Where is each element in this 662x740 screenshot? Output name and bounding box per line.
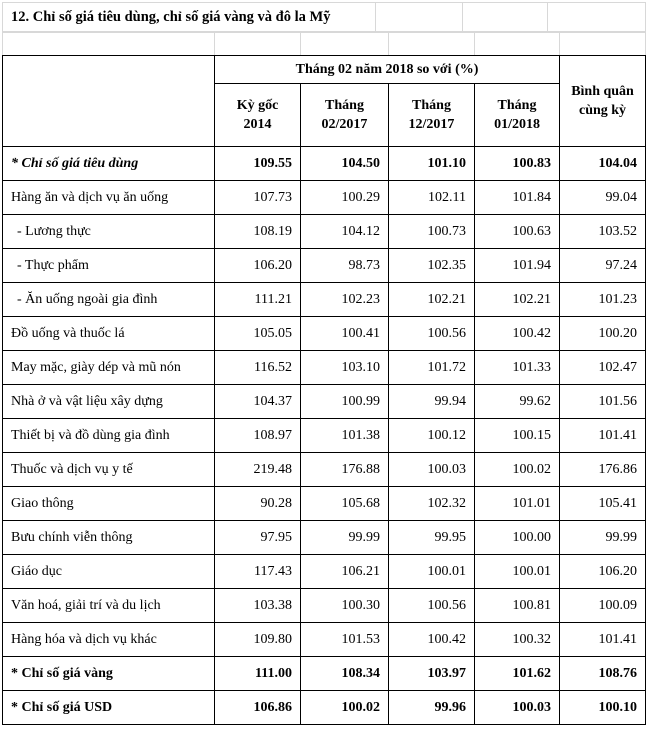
cell-value: 101.41: [560, 623, 646, 657]
cell-value: 102.23: [301, 283, 389, 317]
cell-value: 99.04: [560, 181, 646, 215]
row-label: Thiết bị và đồ dùng gia đình: [3, 419, 215, 453]
cell-value: 99.99: [560, 521, 646, 555]
header-column: [560, 56, 646, 147]
cell-value: 100.42: [475, 317, 560, 351]
cell-value: 101.10: [389, 147, 475, 181]
cell-value: 98.73: [301, 249, 389, 283]
cell-value: 101.84: [475, 181, 560, 215]
table-row: [3, 623, 646, 657]
table-row: [3, 555, 646, 589]
header-column: [475, 84, 560, 147]
row-label: - Ăn uống ngoài gia đình: [3, 283, 215, 317]
table-row: [3, 181, 646, 215]
cell-value: 101.01: [475, 487, 560, 521]
row-label: * Chỉ số giá tiêu dùng: [3, 147, 215, 181]
table-row: [3, 351, 646, 385]
header-column: [215, 84, 301, 147]
cell-value: 100.02: [475, 453, 560, 487]
header-column-label: Tháng 02/2017: [321, 98, 368, 132]
cell-value: 100.12: [389, 419, 475, 453]
header-column-label: Bình quân cùng kỳ: [571, 84, 634, 118]
cell-value: 101.38: [301, 419, 389, 453]
table-row: [3, 317, 646, 351]
table-row: [3, 283, 646, 317]
cell-value: 106.86: [215, 691, 301, 725]
cell-value: 100.03: [389, 453, 475, 487]
cell-value: 100.81: [475, 589, 560, 623]
header-group-label: Tháng 02 năm 2018 so với (%): [215, 56, 560, 84]
cell-value: 104.50: [301, 147, 389, 181]
header-column-label: Tháng 12/2017: [408, 98, 455, 132]
cell-value: 102.35: [389, 249, 475, 283]
cell-value: 101.53: [301, 623, 389, 657]
cell-value: 105.41: [560, 487, 646, 521]
cell-value: 116.52: [215, 351, 301, 385]
cell-value: 99.95: [389, 521, 475, 555]
cell-value: 105.05: [215, 317, 301, 351]
cell-value: 101.56: [560, 385, 646, 419]
cell-value: 100.32: [475, 623, 560, 657]
empty-cell: [548, 3, 646, 32]
cpi-table: [2, 55, 646, 725]
cell-value: 108.19: [215, 215, 301, 249]
cell-value: 104.37: [215, 385, 301, 419]
cell-value: 99.62: [475, 385, 560, 419]
cell-value: 102.21: [475, 283, 560, 317]
cell-value: 100.73: [389, 215, 475, 249]
table-row: [3, 419, 646, 453]
cell-value: 100.30: [301, 589, 389, 623]
cell-value: 176.88: [301, 453, 389, 487]
cell-value: 176.86: [560, 453, 646, 487]
row-label: Giáo dục: [3, 555, 215, 589]
table-row: [3, 453, 646, 487]
cell-value: 103.10: [301, 351, 389, 385]
row-label: - Thực phẩm: [3, 249, 215, 283]
cell-value: 100.42: [389, 623, 475, 657]
cell-value: 111.00: [215, 657, 301, 691]
cell-value: 106.21: [301, 555, 389, 589]
cell-value: 102.47: [560, 351, 646, 385]
cell-value: 97.95: [215, 521, 301, 555]
cell-value: 102.32: [389, 487, 475, 521]
cell-value: 101.62: [475, 657, 560, 691]
empty-cell: [463, 3, 548, 32]
cell-value: 101.23: [560, 283, 646, 317]
spacer-area: [2, 32, 646, 55]
table-row: [3, 215, 646, 249]
cell-value: 108.34: [301, 657, 389, 691]
cell-value: 100.63: [475, 215, 560, 249]
table-row: [3, 657, 646, 691]
cell-value: 101.72: [389, 351, 475, 385]
row-label: Văn hoá, giải trí và du lịch: [3, 589, 215, 623]
row-label: * Chỉ số giá USD: [3, 691, 215, 725]
cell-value: 109.55: [215, 147, 301, 181]
table-row: [3, 691, 646, 725]
cell-value: 99.99: [301, 521, 389, 555]
cell-value: 104.04: [560, 147, 646, 181]
table-row: [3, 521, 646, 555]
cell-value: 101.33: [475, 351, 560, 385]
table-row: [3, 487, 646, 521]
cell-value: 103.97: [389, 657, 475, 691]
cell-value: 97.24: [560, 249, 646, 283]
spreadsheet: [2, 2, 645, 725]
cell-value: 100.20: [560, 317, 646, 351]
cell-value: 105.68: [301, 487, 389, 521]
cell-value: 100.99: [301, 385, 389, 419]
cell-value: 100.83: [475, 147, 560, 181]
row-label: Hàng hóa và dịch vụ khác: [3, 623, 215, 657]
cell-value: 100.56: [389, 317, 475, 351]
cell-value: 100.15: [475, 419, 560, 453]
cell-value: 100.29: [301, 181, 389, 215]
row-label: Hàng ăn và dịch vụ ăn uống: [3, 181, 215, 215]
cell-value: 106.20: [215, 249, 301, 283]
cell-value: 103.38: [215, 589, 301, 623]
header-column-label: Kỳ gốc 2014: [236, 98, 279, 132]
cell-value: 100.00: [475, 521, 560, 555]
cell-value: 100.03: [475, 691, 560, 725]
table-row: [3, 249, 646, 283]
cell-value: 100.01: [475, 555, 560, 589]
cell-value: 101.41: [560, 419, 646, 453]
cell-value: 106.20: [560, 555, 646, 589]
empty-cell: [376, 3, 463, 32]
cell-value: 102.11: [389, 181, 475, 215]
table-title: 12. Chỉ số giá tiêu dùng, chỉ số giá vàng và đô la Mỹ: [3, 3, 376, 32]
cell-value: 100.01: [389, 555, 475, 589]
header-column-label: Tháng 01/2018: [494, 98, 540, 132]
table-row: [3, 385, 646, 419]
row-label: Thuốc và dịch vụ y tế: [3, 453, 215, 487]
row-label: Giao thông: [3, 487, 215, 521]
row-label: Đồ uống và thuốc lá: [3, 317, 215, 351]
cell-value: 111.21: [215, 283, 301, 317]
cell-value: 100.41: [301, 317, 389, 351]
row-label: Bưu chính viễn thông: [3, 521, 215, 555]
table-row: [3, 147, 646, 181]
cell-value: 102.21: [389, 283, 475, 317]
cell-value: 103.52: [560, 215, 646, 249]
cell-value: 107.73: [215, 181, 301, 215]
cell-value: 108.76: [560, 657, 646, 691]
row-label: * Chỉ số giá vàng: [3, 657, 215, 691]
row-label: Nhà ở và vật liệu xây dựng: [3, 385, 215, 419]
header-column: [301, 84, 389, 147]
cell-value: 104.12: [301, 215, 389, 249]
cell-value: 100.10: [560, 691, 646, 725]
cell-value: 117.43: [215, 555, 301, 589]
cell-value: 101.94: [475, 249, 560, 283]
cell-value: 99.96: [389, 691, 475, 725]
header-column: [389, 84, 475, 147]
cell-value: 99.94: [389, 385, 475, 419]
cell-value: 108.97: [215, 419, 301, 453]
header-empty-cell: [3, 56, 215, 147]
cell-value: 219.48: [215, 453, 301, 487]
cell-value: 90.28: [215, 487, 301, 521]
cell-value: 100.56: [389, 589, 475, 623]
cell-value: 109.80: [215, 623, 301, 657]
table-row: [3, 589, 646, 623]
cell-value: 100.09: [560, 589, 646, 623]
row-label: May mặc, giày dép và mũ nón: [3, 351, 215, 385]
row-label: - Lương thực: [3, 215, 215, 249]
cell-value: 100.02: [301, 691, 389, 725]
title-area: [2, 2, 646, 32]
